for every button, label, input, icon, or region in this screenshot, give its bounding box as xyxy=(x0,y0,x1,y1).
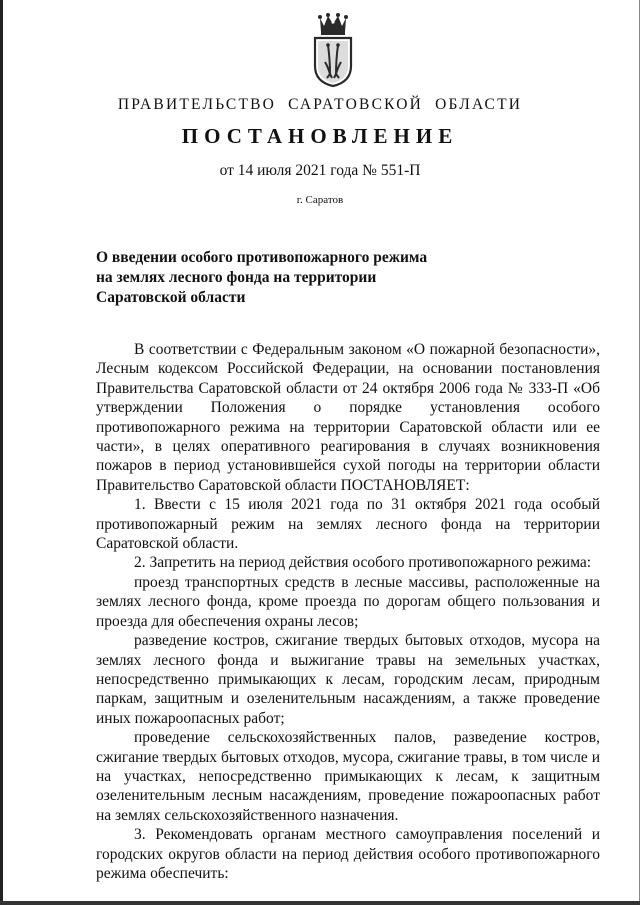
body-paragraph-item-2-1: проезд транспортных средств в лесные массивы, расположенные на землях лесного фонда, кроме проезда по дорогам общего пользования и проезда для обеспечения охраны лесов; xyxy=(96,573,600,630)
coat-of-arms-icon xyxy=(308,12,358,88)
document-subject xyxy=(96,248,456,308)
body-paragraph-item-2: 2. Запретить на период действия особого противопожарного режима: xyxy=(134,554,592,572)
document-city: г. Саратов xyxy=(296,194,344,206)
body-paragraph-item-2-3: проведение сельскохозяйственных палов, разведение костров, сжигание твердых бытовых отходов, мусора, сжигание травы, в том числе и на участках, непосредственно примыкающих к лесам, к защитным озеленительным лесным насаждениям, проведение пожароопасных работ на землях сельскохозяйственного назначения. xyxy=(96,729,600,824)
organization-title: ПРАВИТЕЛЬСТВО САРАТОВСКОЙ ОБЛАСТИ xyxy=(117,96,523,113)
body-paragraph-preamble: В соответствии с Федеральным законом «О пожарной безопасности», Лесным кодексом Российской Федерации, на основании постановления Правительства Саратовской области от 24 октября 2006 года № 333-П «Об утверждении Положения о порядке установления особого противопожарного режима на территории Саратовской области или ее части», в целях оперативного реагирования в случаях возникновения пожаров в период установившейся сухой погоды на территории области Правительство Саратовской области ПОСТАНОВЛЯЕТ: xyxy=(96,341,600,494)
body-paragraph-item-3: 3. Рекомендовать органам местного самоуправления поселений и городских округов области на период действия особого противопожарного режима обеспечить: xyxy=(96,826,600,882)
scan-edge-left xyxy=(0,0,3,905)
subject-line: Саратовской области xyxy=(96,289,246,306)
scan-edge-bottom xyxy=(0,901,640,905)
subject-line: на землях лесного фонда на территории xyxy=(96,269,377,286)
document-body xyxy=(96,340,600,883)
body-paragraph-item-1: 1. Ввести с 15 июля 2021 года по 31 октября 2021 года особый противопожарный режим на землях лесного фонда на территории Саратовской области. xyxy=(96,496,600,553)
document-date-number: от 14 июля 2021 года № 551-П xyxy=(219,162,421,179)
document-type-title: ПОСТАНОВЛЕНИЕ xyxy=(181,124,459,148)
subject-line: О введении особого противопожарного режима xyxy=(96,249,428,266)
body-paragraph-item-2-2: разведение костров, сжигание твердых бытовых отходов, мусора на землях лесного фонда и выжигание травы на земельных участках, непосредственно примыкающих к лесам, городским лесам, природным паркам, защитным и озеленительным насаждениям, а также проведение иных пожароопасных работ; xyxy=(96,632,600,727)
